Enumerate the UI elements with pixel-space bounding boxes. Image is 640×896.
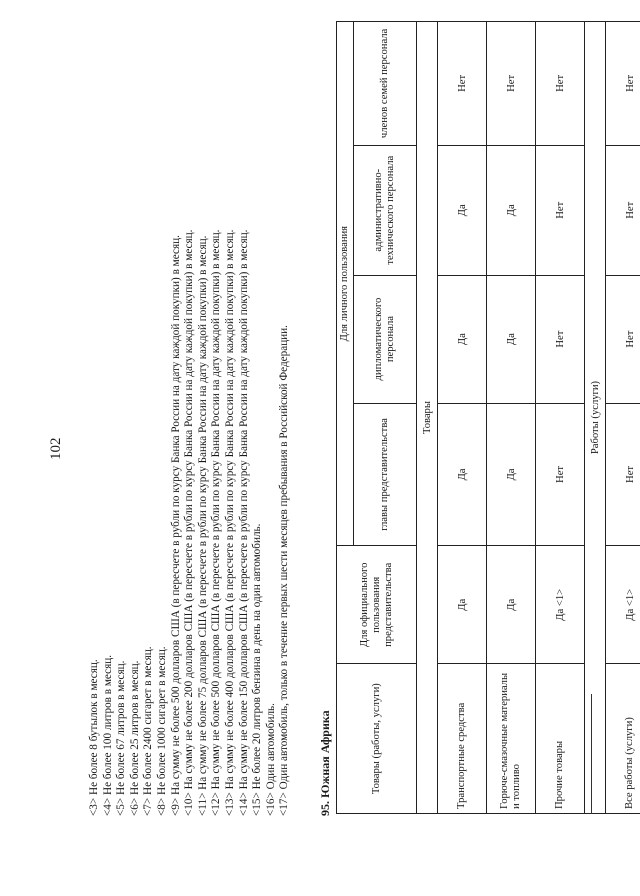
footnote-line: <15> Не более 20 литров бензина в день на один автомобиль. bbox=[251, 523, 264, 816]
table-row bbox=[438, 22, 487, 814]
table-cell: Нет bbox=[438, 22, 487, 146]
footnote-line: <10> На сумму не более 200 долларов США (в пересчете в рубли по курсу Банка России на дату каждой покупки) в месяц. bbox=[183, 229, 196, 816]
footnote-line: <12> На сумму не более 500 долларов США (в пересчете в рубли по курсу Банка России на дату каждой покупки) в месяц. bbox=[210, 229, 223, 816]
table-cell: Нет bbox=[606, 145, 640, 275]
footnote-line: <5> Не более 67 литров в месяц. bbox=[115, 660, 128, 816]
page-number: 102 bbox=[48, 437, 64, 460]
table-cell: Да bbox=[487, 546, 536, 664]
footnote-divider bbox=[591, 694, 592, 814]
header-personal: Для личного пользования bbox=[337, 22, 354, 546]
table-cell: Нет bbox=[606, 22, 640, 146]
header-family: членов семей персонала bbox=[354, 22, 417, 146]
table-cell: Да bbox=[438, 546, 487, 664]
table-cell: Нет bbox=[487, 22, 536, 146]
row-label: Все работы (услуги) bbox=[606, 664, 640, 814]
section-goods-heading: Товары bbox=[417, 22, 438, 814]
header-goods: Товары (работы, услуги) bbox=[337, 664, 417, 814]
table-cell: Нет bbox=[536, 275, 585, 403]
section-services-heading: Работы (услуги) bbox=[585, 22, 606, 814]
privileges-table bbox=[336, 21, 640, 814]
table-cell: Да bbox=[487, 275, 536, 403]
table-cell: Нет bbox=[536, 22, 585, 146]
footnote-line: <11> На сумму не более 75 долларов США (в пересчете в рубли по курсу Банка России на дату каждой покупки) в месяц. bbox=[196, 235, 209, 816]
header-admin: административно-технического персонала bbox=[354, 145, 417, 275]
header-official: Для официального пользования представительства bbox=[337, 546, 417, 664]
footnote-line: <14> На сумму не более 150 долларов США (в пересчете в рубли по курсу Банка России на дату каждой покупки) в месяц. bbox=[237, 229, 250, 816]
table-cell: Да <1> bbox=[606, 546, 640, 664]
table-row bbox=[536, 22, 585, 814]
footnotes-list bbox=[88, 56, 292, 816]
table-cell: Да <1> bbox=[536, 546, 585, 664]
footnote-line: <7> Не более 2400 сигарет в месяц. bbox=[142, 646, 155, 816]
footnote-line: <3> Не более 8 бутылок в месяц. bbox=[88, 659, 100, 816]
table-cell: Да bbox=[487, 145, 536, 275]
table-cell: Да bbox=[438, 275, 487, 403]
table-cell: Нет bbox=[536, 403, 585, 546]
row-label: Транспортные средства bbox=[438, 664, 487, 814]
footnote-line: <6> Не более 25 литров в месяц. bbox=[128, 660, 141, 816]
header-diplomatic: дипломатического персонала bbox=[354, 275, 417, 403]
header-heads: главы представительства bbox=[354, 403, 417, 546]
table-cell: Нет bbox=[606, 275, 640, 403]
footnote-line: <13> На сумму не более 400 долларов США (в пересчете в рубли по курсу Банка России на дату каждой покупки) в месяц. bbox=[223, 229, 236, 816]
table-row bbox=[606, 22, 640, 814]
table-cell: Нет bbox=[536, 145, 585, 275]
table-cell: Да bbox=[438, 403, 487, 546]
table-cell: Да bbox=[438, 145, 487, 275]
section-title: 95. Южная Африка bbox=[318, 710, 332, 816]
footnote-line: <4> Не более 100 литров в месяц. bbox=[101, 654, 114, 816]
footnote-line: <9> На сумму не более 500 долларов США (в пересчете в рубли по курсу Банка России на дату каждой покупки) в месяц. bbox=[169, 235, 182, 816]
table-cell: Нет bbox=[606, 403, 640, 546]
row-label: Прочие товары bbox=[536, 664, 585, 814]
table-row bbox=[487, 22, 536, 814]
row-label: Горюче-смазочные материалы и топливо bbox=[487, 664, 536, 814]
footnote-line: <8> Не более 1000 сигарет в месяц. bbox=[155, 646, 168, 816]
footnote-line: <16> Один автомобиль. bbox=[264, 703, 277, 816]
table-cell: Да bbox=[487, 403, 536, 546]
footnote-line: <17> Один автомобиль, только в течение первых шести месяцев пребывания в Российской Федерации. bbox=[278, 325, 291, 816]
